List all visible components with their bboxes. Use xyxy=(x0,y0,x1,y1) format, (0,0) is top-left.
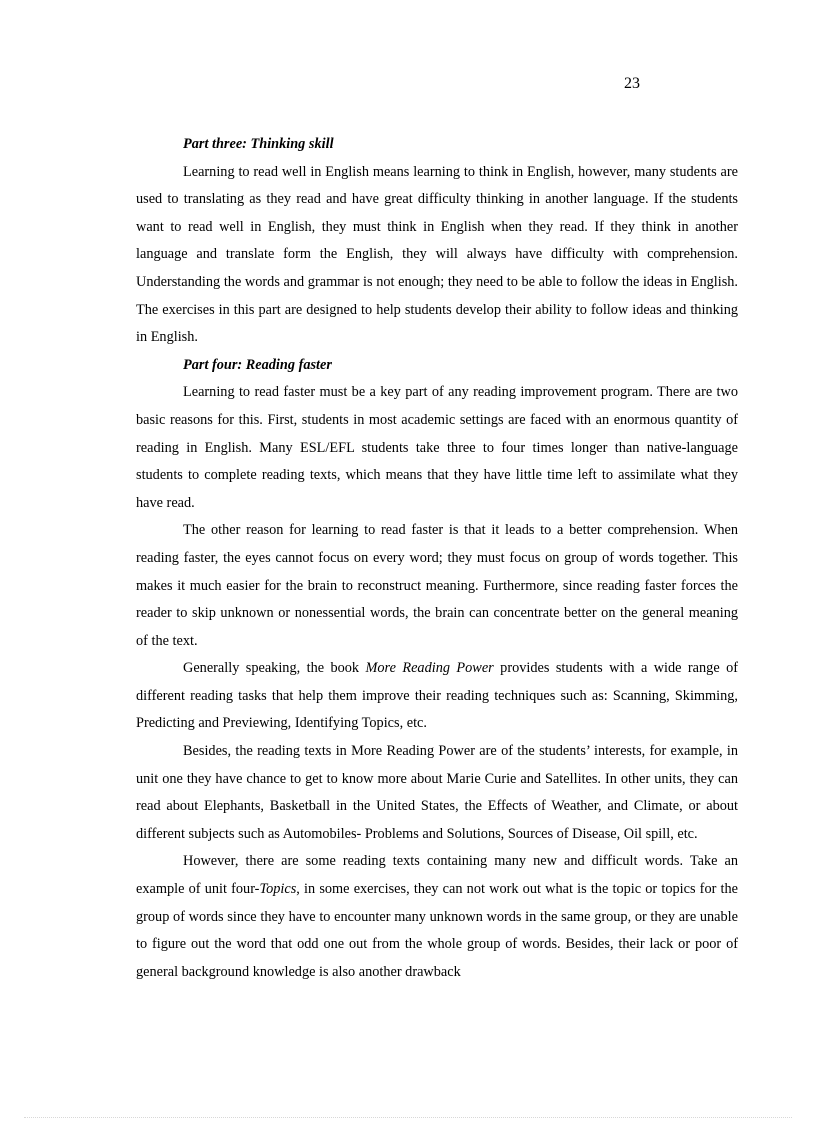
summary-p3-before: However, there are some reading texts containing many new and difficult words. Take an example of unit four- xyxy=(136,853,738,898)
part-four-paragraph-2: The other reason for learning to read faster is that it leads to a better comprehension. When reading faster, the eyes cannot focus on every word; they must focus on group of words together. This makes it much easier for the brain to reconstruct meaning. Furthermore, since reading faster forces the reader to skip unknown or nonessential words, the brain can concentrate better on the general meaning of the text. xyxy=(136,522,738,649)
page-body xyxy=(136,131,738,986)
summary-p1-before: Generally speaking, the book xyxy=(183,660,366,677)
page-number: 23 xyxy=(624,75,640,92)
summary-p3-after: , in some exercises, they can not work out what is the topic or topics for the group of words since they have to encounter many unknown words in the same group, or they are unable to figure out the word that odd one out from the whole group of words. Besides, their lack or poor of general background knowledge is also another drawback xyxy=(136,881,739,980)
summary-paragraph-2: Besides, the reading texts in More Reading Power are of the students’ interests, for example, in unit one they have chance to get to know more about Marie Curie and Satellites. In other units, they can read about Elephants, Basketball in the United States, the Effects of Weather, and Climate, or about different subjects such as Automobiles- Problems and Solutions, Sources of Disease, Oil spill, etc. xyxy=(136,743,738,842)
part-three-paragraph: Learning to read well in English means learning to think in English, however, many students are used to translating as they read and have great difficulty thinking in another language. If the students want to read well in English, they must think in English when they read. If they think in another language and translate form the English, they will always have difficulty with comprehension. Understanding the words and grammar is not enough; they need to be able to follow the ideas in English. The exercises in this part are designed to help students develop their ability to follow ideas and thinking in English. xyxy=(136,163,738,346)
summary-paragraph-3 xyxy=(136,848,738,986)
page-bottom-divider xyxy=(24,1117,792,1118)
part-four-paragraph-1: Learning to read faster must be a key part of any reading improvement program. There are two basic reasons for this. First, students in most academic settings are faced with an enormous quantity of reading in English. Many ESL/EFL students take three to four times longer than native-language students to complete reading texts, which means that they have little time left to assimilate what they have read. xyxy=(136,384,738,511)
part-three-heading: Part three: Thinking skill xyxy=(183,136,334,152)
unit-topic: Topics xyxy=(259,881,297,898)
part-four-heading: Part four: Reading faster xyxy=(183,356,332,373)
summary-paragraph-1 xyxy=(136,655,738,738)
book-title: More Reading Power xyxy=(365,660,494,677)
summary-p1-after: provides students with a wide range of different reading tasks that help them improve their reading techniques such as: Scanning, Skimming, Predicting and Previewing, Identifying Topics, etc. xyxy=(136,660,738,732)
